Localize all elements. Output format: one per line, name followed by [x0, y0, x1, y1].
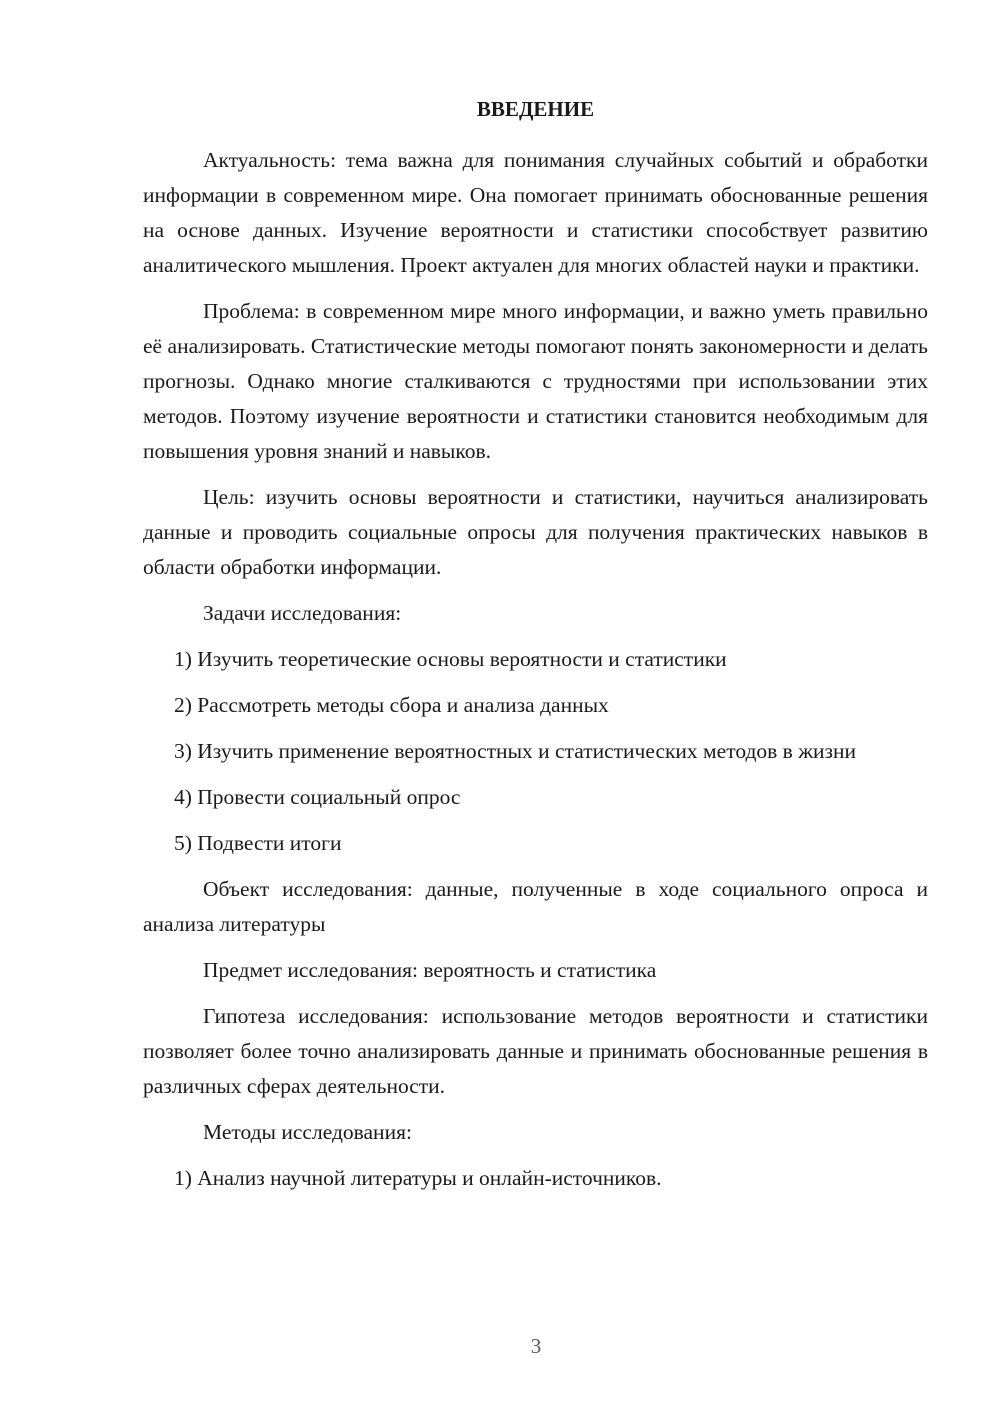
task-item-1: 1) Изучить теоретические основы вероятности и статистики	[174, 647, 727, 671]
task-item-4: 4) Провести социальный опрос	[174, 785, 461, 809]
task-item-3: 3) Изучить применение вероятностных и статистических методов в жизни	[174, 739, 857, 763]
goal-paragraph: Цель: изучить основы вероятности и статистики, научиться анализировать данные и проводить социальные опросы для получения практических навыков в области обработки информации.	[143, 485, 928, 579]
page-title: ВВЕДЕНИЕ	[476, 97, 595, 121]
hypothesis-paragraph: Гипотеза исследования: использование методов вероятности и статистики позволяет более точно анализировать данные и принимать обоснованные решения в различных сферах деятельности.	[143, 1004, 928, 1098]
relevance-paragraph: Актуальность: тема важна для понимания случайных событий и обработки информации в современном мире. Она помогает принимать обоснованные решения на основе данных. Изучение вероятности и статистики способствует развитию аналитического мышления. Проект актуален для многих областей науки и практики.	[143, 148, 928, 277]
object-paragraph: Объект исследования: данные, полученные в ходе социального опроса и анализа литературы	[143, 877, 928, 936]
task-item-5: 5) Подвести итоги	[174, 831, 342, 855]
subject-paragraph: Предмет исследования: вероятность и статистика	[203, 958, 657, 982]
tasks-heading: Задачи исследования:	[203, 601, 402, 625]
methods-heading: Методы исследования:	[203, 1120, 412, 1144]
document-page	[143, 90, 928, 1207]
page-number: 3	[530, 1334, 542, 1358]
method-item-1: 1) Анализ научной литературы и онлайн-источников.	[174, 1166, 662, 1190]
task-item-2: 2) Рассмотреть методы сбора и анализа данных	[174, 693, 609, 717]
problem-paragraph: Проблема: в современном мире много информации, и важно уметь правильно её анализировать. Статистические методы помогают понять закономерности и делать прогнозы. Однако многие сталкиваются с трудностями при использовании этих методов. Поэтому изучение вероятности и статистики становится необходимым для повышения уровня знаний и навыков.	[143, 299, 928, 463]
